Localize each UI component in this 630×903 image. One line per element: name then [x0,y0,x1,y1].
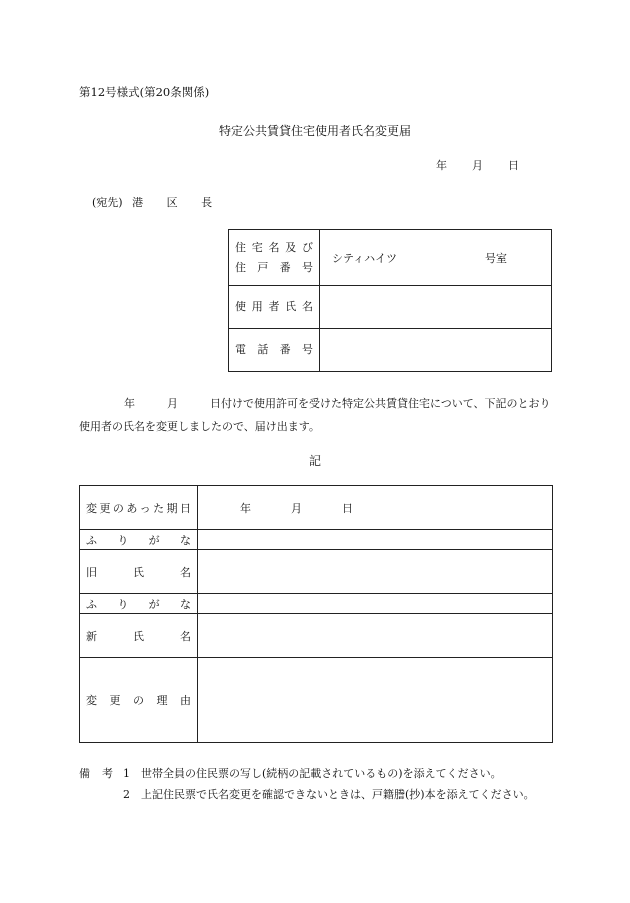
user-name-row [229,286,552,329]
change-year: 年 [240,501,251,515]
note-text-2: 上記住民票で氏名変更を確認できないときは、戸籍謄(抄)本を添えてください。 [141,788,535,801]
new-name-label: 新氏名 [80,614,198,658]
notes-heading: 備考 [79,767,125,780]
note-item-2 [79,784,535,805]
addressee [92,194,228,210]
new-furigana-label: ふりがな [80,594,198,614]
date-year-label: 年 [436,159,447,172]
room-suffix: 号室 [485,251,507,265]
body-year: 年 [124,397,135,410]
housing-label [229,230,320,286]
new-name-field[interactable] [198,614,553,658]
note-number-1: 1 [123,767,130,780]
note-text-1: 世帯全員の住民票の写し(続柄の記載されているもの)を添えてください。 [141,767,502,780]
old-name-field[interactable] [198,550,553,594]
change-day: 日 [342,501,353,515]
new-furigana-field[interactable] [198,594,553,614]
addressee-name: 港 区 長 [132,196,223,209]
user-name-label: 使用者氏名 [229,286,320,329]
document-title: 特定公共賃貸住宅使用者氏名変更届 [218,124,411,138]
note-item-1 [79,763,535,784]
ki-heading: 記 [308,454,321,468]
housing-field[interactable] [320,230,552,286]
notes-section [79,763,535,805]
change-month: 月 [291,501,302,515]
old-name-row [80,550,553,594]
phone-label: 電話番号 [229,329,320,372]
housing-label-line2: 住戸番号 [235,260,313,274]
housing-label-line1: 住宅名及び [235,240,313,254]
date-day-label: 日 [508,159,519,172]
change-details-table [79,485,553,743]
addressee-prefix: (宛先) [92,196,123,209]
old-name-label: 旧氏名 [80,550,198,594]
change-reason-row [80,658,553,743]
old-furigana-row [80,530,553,550]
change-date-field[interactable] [198,486,553,530]
form-number: 第12号様式(第20条関係) [79,85,210,99]
phone-field[interactable] [320,329,552,372]
old-furigana-label: ふりがな [80,530,198,550]
applicant-info-table [228,229,552,372]
change-reason-label: 変更の理由 [80,658,198,743]
housing-name: シティハイツ [332,251,398,265]
housing-row [229,230,552,286]
user-name-field[interactable] [320,286,552,329]
phone-row [229,329,552,372]
body-text: 日付けで使用許可を受けた特定公共賃貸住宅について、下記のとおり使用者の氏名を変更しましたので、届け出ます。 [79,397,551,433]
body-month: 月 [167,397,178,410]
new-name-row [80,614,553,658]
date-month-label: 月 [472,159,483,172]
note-number-2: 2 [123,788,130,801]
change-date-label: 変更のあった期日 [80,486,198,530]
body-paragraph [79,392,553,438]
change-reason-field[interactable] [198,658,553,743]
old-furigana-field[interactable] [198,530,553,550]
new-furigana-row [80,594,553,614]
change-date-row [80,486,553,530]
